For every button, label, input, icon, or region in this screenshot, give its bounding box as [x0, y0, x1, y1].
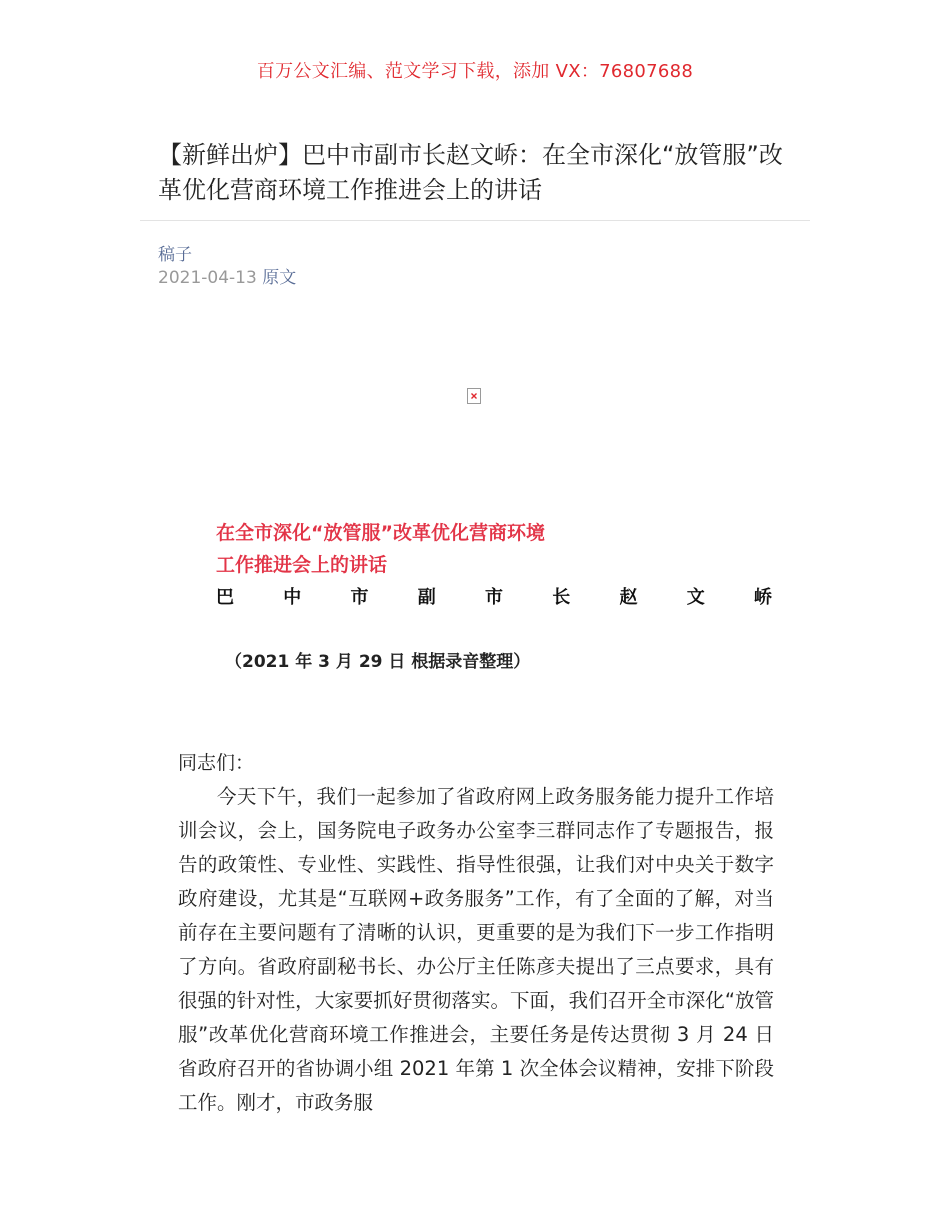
- greeting: 同志们：: [178, 752, 255, 774]
- publish-date: 2021-04-13: [158, 268, 257, 288]
- speaker-line: [216, 583, 772, 609]
- speaker-char: 长: [552, 587, 571, 608]
- title-divider: [140, 220, 810, 221]
- doc-title-line1: 在全市深化“放管服”改革优化营商环境: [216, 522, 545, 544]
- article-meta: [158, 263, 296, 288]
- author-link[interactable]: 稿子: [158, 245, 192, 265]
- recording-date-note: （2021 年 3 月 29 日 根据录音整理）: [225, 652, 531, 672]
- speaker-char: 副: [417, 587, 436, 608]
- speaker-char: 赵: [619, 587, 638, 608]
- speaker-char: 文: [686, 587, 705, 608]
- doc-title-line2: 工作推进会上的讲话: [216, 554, 388, 576]
- promo-banner: 百万公文汇编、范文学习下载，添加 VX：76807688: [256, 61, 694, 82]
- speaker-char: 中: [283, 587, 302, 608]
- broken-image-icon: [467, 388, 481, 404]
- speaker-char: 市: [485, 587, 503, 608]
- speaker-char: 峤: [754, 587, 772, 608]
- speaker-char: 巴: [216, 587, 234, 608]
- original-link[interactable]: 原文: [262, 268, 297, 288]
- article-title: 【新鲜出炉】巴中市副市长赵文峤：在全市深化“放管服”改革优化营商环境工作推进会上的讲话: [158, 141, 783, 204]
- speaker-char: 市: [350, 587, 369, 608]
- body-paragraph: 今天下午，我们一起参加了省政府网上政务服务能力提升工作培训会议，会上，国务院电子政务办公室李三群同志作了专题报告，报告的政策性、专业性、实践性、指导性很强，让我们对中央关于数字政府建设，尤其是“互联网+政务服务”工作，有了全面的了解，对当前存在主要问题有了清晰的认识，更重要的是为我们下一步工作指明了方向。省政府副秘书长、办公厅主任陈彦夫提出了三点要求，具有很强的针对性，大家要抓好贯彻落实。下面，我们召开全市深化“放管服”改革优化营商环境工作推进会，主要任务是传达贯彻 3 月 24 日省政府召开的省协调小组 2021 年第 1 次全体会议精神，安排下阶段工作。刚才，市政务服: [178, 785, 774, 1114]
